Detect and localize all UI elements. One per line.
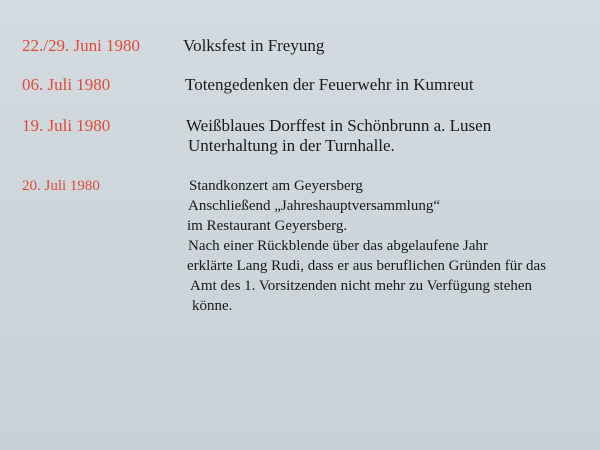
entry-line: Weißblaues Dorffest in Schönbrunn a. Lusen — [186, 116, 492, 135]
entry-line: im Restaurant Geyersberg. — [187, 218, 348, 234]
entry-line: Amt des 1. Vorsitzenden nicht mehr zu Verfügung stehen — [190, 278, 533, 294]
entry-line: könne. — [192, 298, 233, 314]
entry-line: Standkonzert am Geyersberg — [189, 178, 363, 194]
entry-line: Totengedenken der Feuerwehr in Kumreut — [185, 75, 474, 94]
entry-line: erklärte Lang Rudi, dass er aus beruflichen Gründen für das — [187, 258, 547, 274]
entry-description — [187, 176, 546, 316]
entry-date: 06. Juli 1980 — [22, 75, 111, 94]
entry-date: 22./29. Juni 1980 — [22, 36, 141, 55]
entry-description — [183, 36, 324, 56]
entry-line: Anschließend „Jahreshauptversammlung“ — [188, 198, 441, 214]
entry-description — [185, 75, 474, 95]
entry-date: 19. Juli 1980 — [22, 116, 111, 135]
entry-line: Volksfest in Freyung — [183, 36, 325, 55]
entry-description — [186, 116, 491, 156]
entry-line: Unterhaltung in der Turnhalle. — [188, 136, 395, 155]
entry-date: 20. Juli 1980 — [22, 178, 100, 194]
entry-line: Nach einer Rückblende über das abgelaufene Jahr — [188, 238, 488, 254]
